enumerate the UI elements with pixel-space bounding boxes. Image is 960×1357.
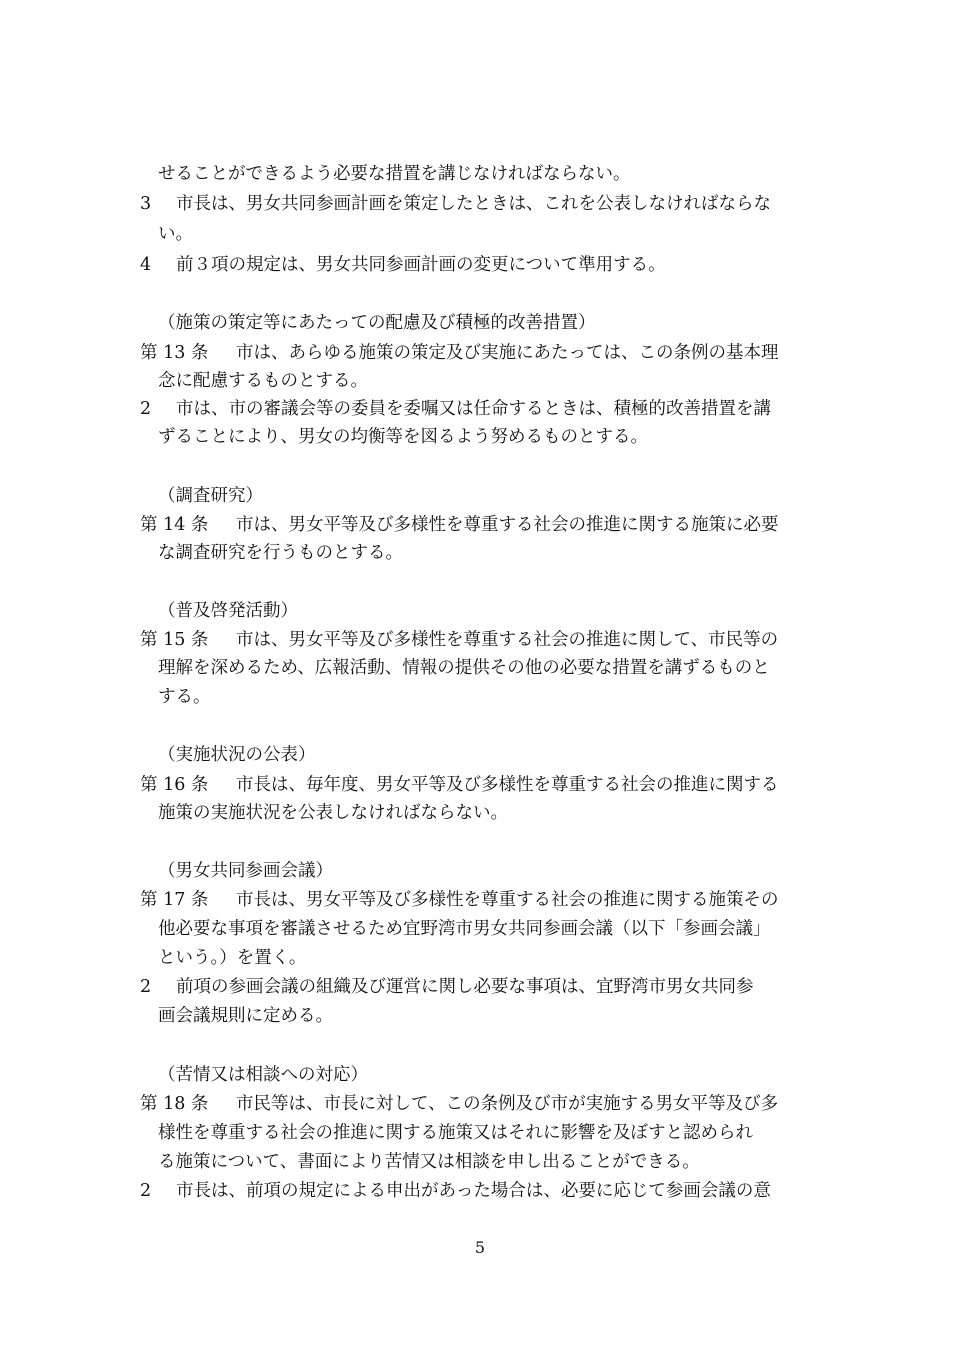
paragraph-line: 様性を尊重する社会の推進に関する施策又はそれに影響を及ぼすと認められ bbox=[158, 1123, 753, 1143]
paragraph-line: する。 bbox=[158, 687, 211, 707]
paragraph-line: 他必要な事項を審議させるため宜野湾市男女共同参画会議（以下「参画会議」 bbox=[158, 919, 771, 939]
paragraph-line: な調査研究を行うものとする。 bbox=[158, 543, 403, 563]
paragraph-line: という。）を置く。 bbox=[158, 948, 307, 968]
paragraph-number: 2 bbox=[140, 977, 152, 997]
article-line: 第 15 条 市は、男女平等及び多様性を尊重する社会の推進に関して、市民等の bbox=[140, 627, 778, 653]
paragraph-line: 2 市長は、前項の規定による申出があった場合は、必要に応じて参画会議の意 bbox=[140, 1178, 771, 1204]
paragraph-line: 理解を深めるため、広報活動、情報の提供その他の必要な措置を講ずるものと bbox=[158, 658, 770, 678]
article-number: 第 16 条 bbox=[140, 775, 209, 795]
article-line: 第 16 条 市長は、毎年度、男女平等及び多様性を尊重する社会の推進に関する bbox=[140, 772, 779, 798]
paragraph-line: 施策の実施状況を公表しなければならない。 bbox=[158, 803, 508, 823]
article-number: 第 15 条 bbox=[140, 630, 209, 650]
article-number: 第 17 条 bbox=[140, 890, 209, 910]
article-line: 第 17 条 市長は、男女平等及び多様性を尊重する社会の推進に関する施策その bbox=[140, 887, 779, 913]
paragraph-line: 2 前項の参画会議の組織及び運営に関し必要な事項は、宜野湾市男女共同参 bbox=[140, 974, 754, 1000]
paragraph-number: 2 bbox=[140, 399, 152, 419]
article-caption: （普及啓発活動） bbox=[158, 601, 298, 621]
article-number: 第 18 条 bbox=[140, 1094, 209, 1114]
paragraph-number: 4 bbox=[140, 255, 152, 275]
page-number: 5 bbox=[474, 1238, 486, 1257]
paragraph-line: 2 市は、市の審議会等の委員を委嘱又は任命するときは、積極的改善措置を講 bbox=[140, 396, 771, 422]
paragraph-line: い。 bbox=[158, 224, 193, 244]
article-number: 第 13 条 bbox=[140, 343, 209, 363]
paragraph-line: 念に配慮するものとする。 bbox=[158, 371, 368, 391]
paragraph-line: ずることにより、男女の均衡等を図るよう努めるものとする。 bbox=[158, 427, 648, 447]
paragraph-line: せることができるよう必要な措置を講じなければならない。 bbox=[158, 164, 631, 184]
article-line: 第 14 条 市は、男女平等及び多様性を尊重する社会の推進に関する施策に必要 bbox=[140, 512, 779, 538]
paragraph-line: 3 市長は、男女共同参画計画を策定したときは、これを公表しなければならな bbox=[140, 191, 771, 217]
article-caption: （実施状況の公表） bbox=[158, 745, 316, 765]
paragraph-number: 3 bbox=[140, 194, 152, 214]
article-line: 第 13 条 市は、あらゆる施策の策定及び実施にあたっては、この条例の基本理 bbox=[140, 340, 779, 366]
article-caption: （男女共同参画会議） bbox=[158, 861, 333, 881]
paragraph-line: 4 前３項の規定は、男女共同参画計画の変更について準用する。 bbox=[140, 252, 666, 278]
paragraph-number: 2 bbox=[140, 1181, 152, 1201]
paragraph-line: る施策について、書面により苦情又は相談を申し出ることができる。 bbox=[158, 1152, 700, 1172]
paragraph-line: 画会議規則に定める。 bbox=[158, 1006, 333, 1026]
article-caption: （苦情又は相談への対応） bbox=[158, 1065, 368, 1085]
article-caption: （調査研究） bbox=[158, 486, 263, 506]
article-number: 第 14 条 bbox=[140, 515, 209, 535]
article-caption: （施策の策定等にあたっての配慮及び積極的改善措置） bbox=[158, 313, 596, 333]
article-line: 第 18 条 市民等は、市長に対して、この条例及び市が実施する男女平等及び多 bbox=[140, 1091, 778, 1117]
